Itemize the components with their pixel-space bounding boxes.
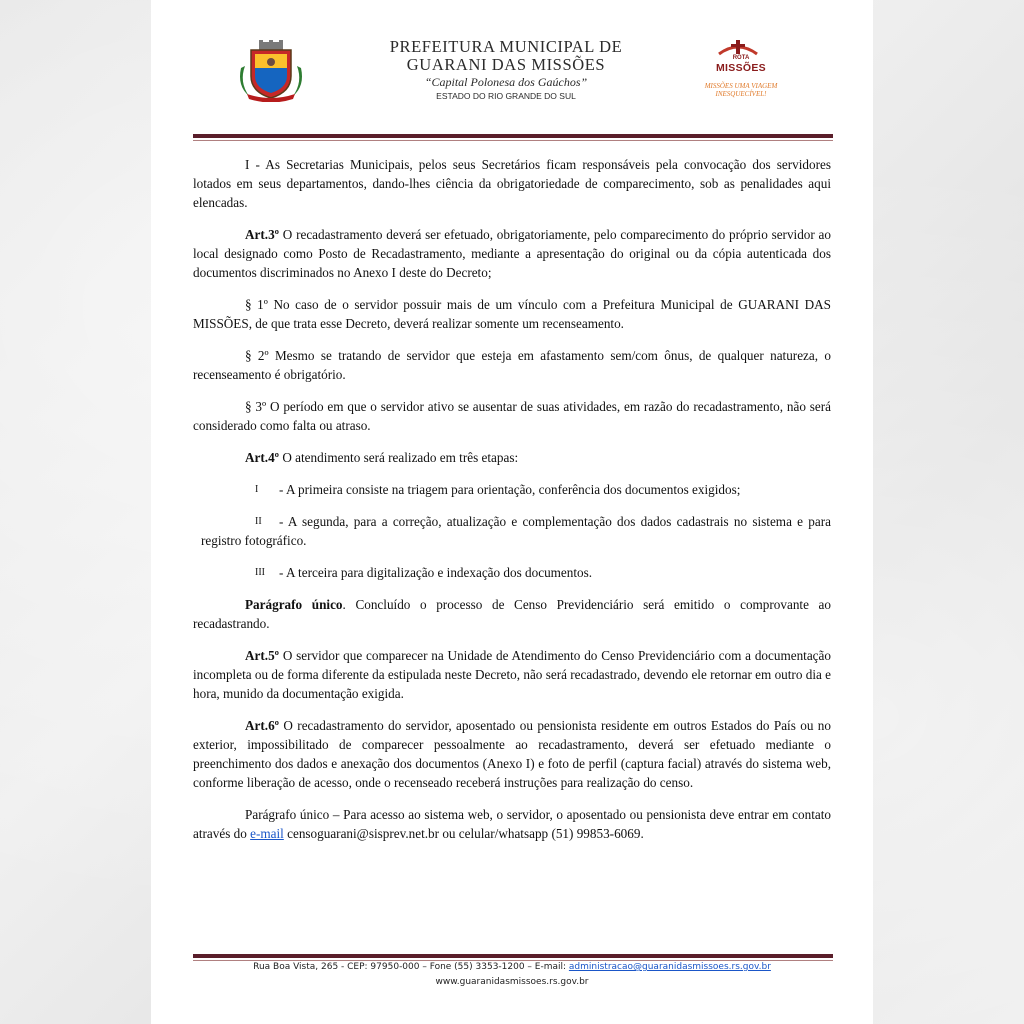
article-6-text: O recadastramento do servidor, aposentado ou pensionista residente em outros Estados do País ou no exterior, impossibilitado de comparecer pessoalmente ao recadastramento, deverá ser efetuado mediante o preenchimento dos dados e anexação dos documentos (Anexo I) e foto de perfil (captura facial) através do sistema web, conforme liberação de acesso, onde o recenseado receberá instruções para realização do censo. xyxy=(193,718,831,790)
list-item-number: III xyxy=(255,567,265,578)
letterhead xyxy=(151,0,873,140)
article-5-label: Art.5º xyxy=(245,648,280,663)
header-divider xyxy=(193,134,833,138)
list-item xyxy=(193,563,831,582)
article-6-label: Art.6º xyxy=(245,718,280,733)
article-3-paragraph-2: § 2º Mesmo se tratando de servidor que esteja em afastamento sem/com ônus, de qualquer natureza, o recenseamento é obrigatório. xyxy=(193,348,831,382)
municipality-title-line1: PREFEITURA MUNICIPAL DE xyxy=(389,37,623,56)
contact-paragraph-details: censoguarani@sisprev.net.br ou celular/whatsapp (51) 99853-6069. xyxy=(283,826,644,841)
article-4 xyxy=(193,448,831,467)
rota-slogan-line2: INESQUECÍVEL! xyxy=(715,90,767,98)
header-divider-thin xyxy=(193,140,833,141)
list-item xyxy=(201,512,831,550)
article-3 xyxy=(193,225,831,282)
footer-address: Rua Boa Vista, 265 - CEP: 97950-000 – Fone (55) 3353-1200 – E-mail: xyxy=(253,962,569,972)
rota-name: MISSÕES xyxy=(716,62,766,74)
sole-paragraph-label: Parágrafo único xyxy=(245,597,343,612)
municipality-motto: “Capital Polonesa dos Gaúchos” xyxy=(424,75,588,89)
list-item-number: II xyxy=(255,516,262,527)
list-item-text: - A terceira para digitalização e indexação dos documentos. xyxy=(279,565,593,580)
article-5-text: O servidor que comparecer na Unidade de Atendimento do Censo Previdenciário com a documentação incompleta ou de forma diferente da estipulada neste Decreto, não será recadastrado, devendo ele retornar em outro dia e hora, munido da documentação exigida. xyxy=(193,648,831,701)
article-4-text: O atendimento será realizado em três etapas: xyxy=(279,450,519,465)
footer-address-line xyxy=(151,960,873,975)
decree-body xyxy=(193,155,831,856)
article-3-label: Art.3º xyxy=(245,227,280,242)
sole-paragraph xyxy=(193,595,831,633)
municipality-title-line2: GUARANI DAS MISSÕES xyxy=(406,55,606,74)
contact-paragraph xyxy=(193,805,831,843)
article-3-paragraph-1: § 1º No caso de o servidor possuir mais de um vínculo com a Prefeitura Municipal de GUARANI DAS MISSÕES, de que trata esse Decreto, deverá realizar somente um recenseamento. xyxy=(193,297,831,331)
footer-divider xyxy=(193,954,833,958)
article-3-text: O recadastramento deverá ser efetuado, obrigatoriamente, pelo comparecimento do próprio servidor ao local designado como Posto de Recadastramento, mediante a apresentação do original ou da cópia autenticada dos documentos discriminados no Anexo I deste do Decreto; xyxy=(193,227,831,280)
footer xyxy=(151,960,873,990)
rota-missoes-logo-icon xyxy=(681,38,791,108)
list-item-text: - A primeira consiste na triagem para orientação, conferência dos documentos exigidos; xyxy=(279,482,741,497)
sole-paragraph-text: . Concluído o processo de Censo Previdenciário será emitido o comprovante ao recadastrando. xyxy=(193,597,832,631)
paragraph-secretarias: I - As Secretarias Municipais, pelos seus Secretários ficam responsáveis pela convocação dos servidores lotados em seus departamentos, dando-lhes ciência da obrigatoriedade de comparecimento, sob as penalidades aqui elencadas. xyxy=(193,157,831,210)
email-link[interactable]: e-mail xyxy=(250,826,284,841)
rota-label: ROTA xyxy=(732,55,750,61)
article-3-paragraph-3: § 3º O período em que o servidor ativo se ausentar de suas atividades, em razão do recadastramento, não será considerado como falta ou atraso. xyxy=(193,399,831,433)
article-4-label: Art.4º xyxy=(245,450,280,465)
document-page xyxy=(151,0,873,1024)
footer-website[interactable]: www.guaranidasmissoes.rs.gov.br xyxy=(435,977,589,987)
rota-slogan-line1: MISSÕES UMA VIAGEM xyxy=(704,82,778,90)
letterhead-title xyxy=(341,38,671,102)
footer-email-link[interactable]: administracao@guaranidasmissoes.rs.gov.br xyxy=(568,962,771,972)
contact-paragraph-text: Parágrafo único – Para acesso ao sistema web, o servidor, o aposentado ou pensionista deve entrar em contato através do xyxy=(193,807,831,841)
article-5 xyxy=(193,646,831,703)
list-item-number: I xyxy=(255,484,259,495)
list-item-text: - A segunda, para a correção, atualização e complementação dos dados cadastrais no sistema e para registro fotográfico. xyxy=(201,514,831,548)
rota-slogan xyxy=(681,82,801,98)
state-label: ESTADO DO RIO GRANDE DO SUL xyxy=(436,91,576,101)
article-6 xyxy=(193,716,831,792)
list-item xyxy=(193,480,831,499)
coat-of-arms-icon xyxy=(235,38,307,102)
